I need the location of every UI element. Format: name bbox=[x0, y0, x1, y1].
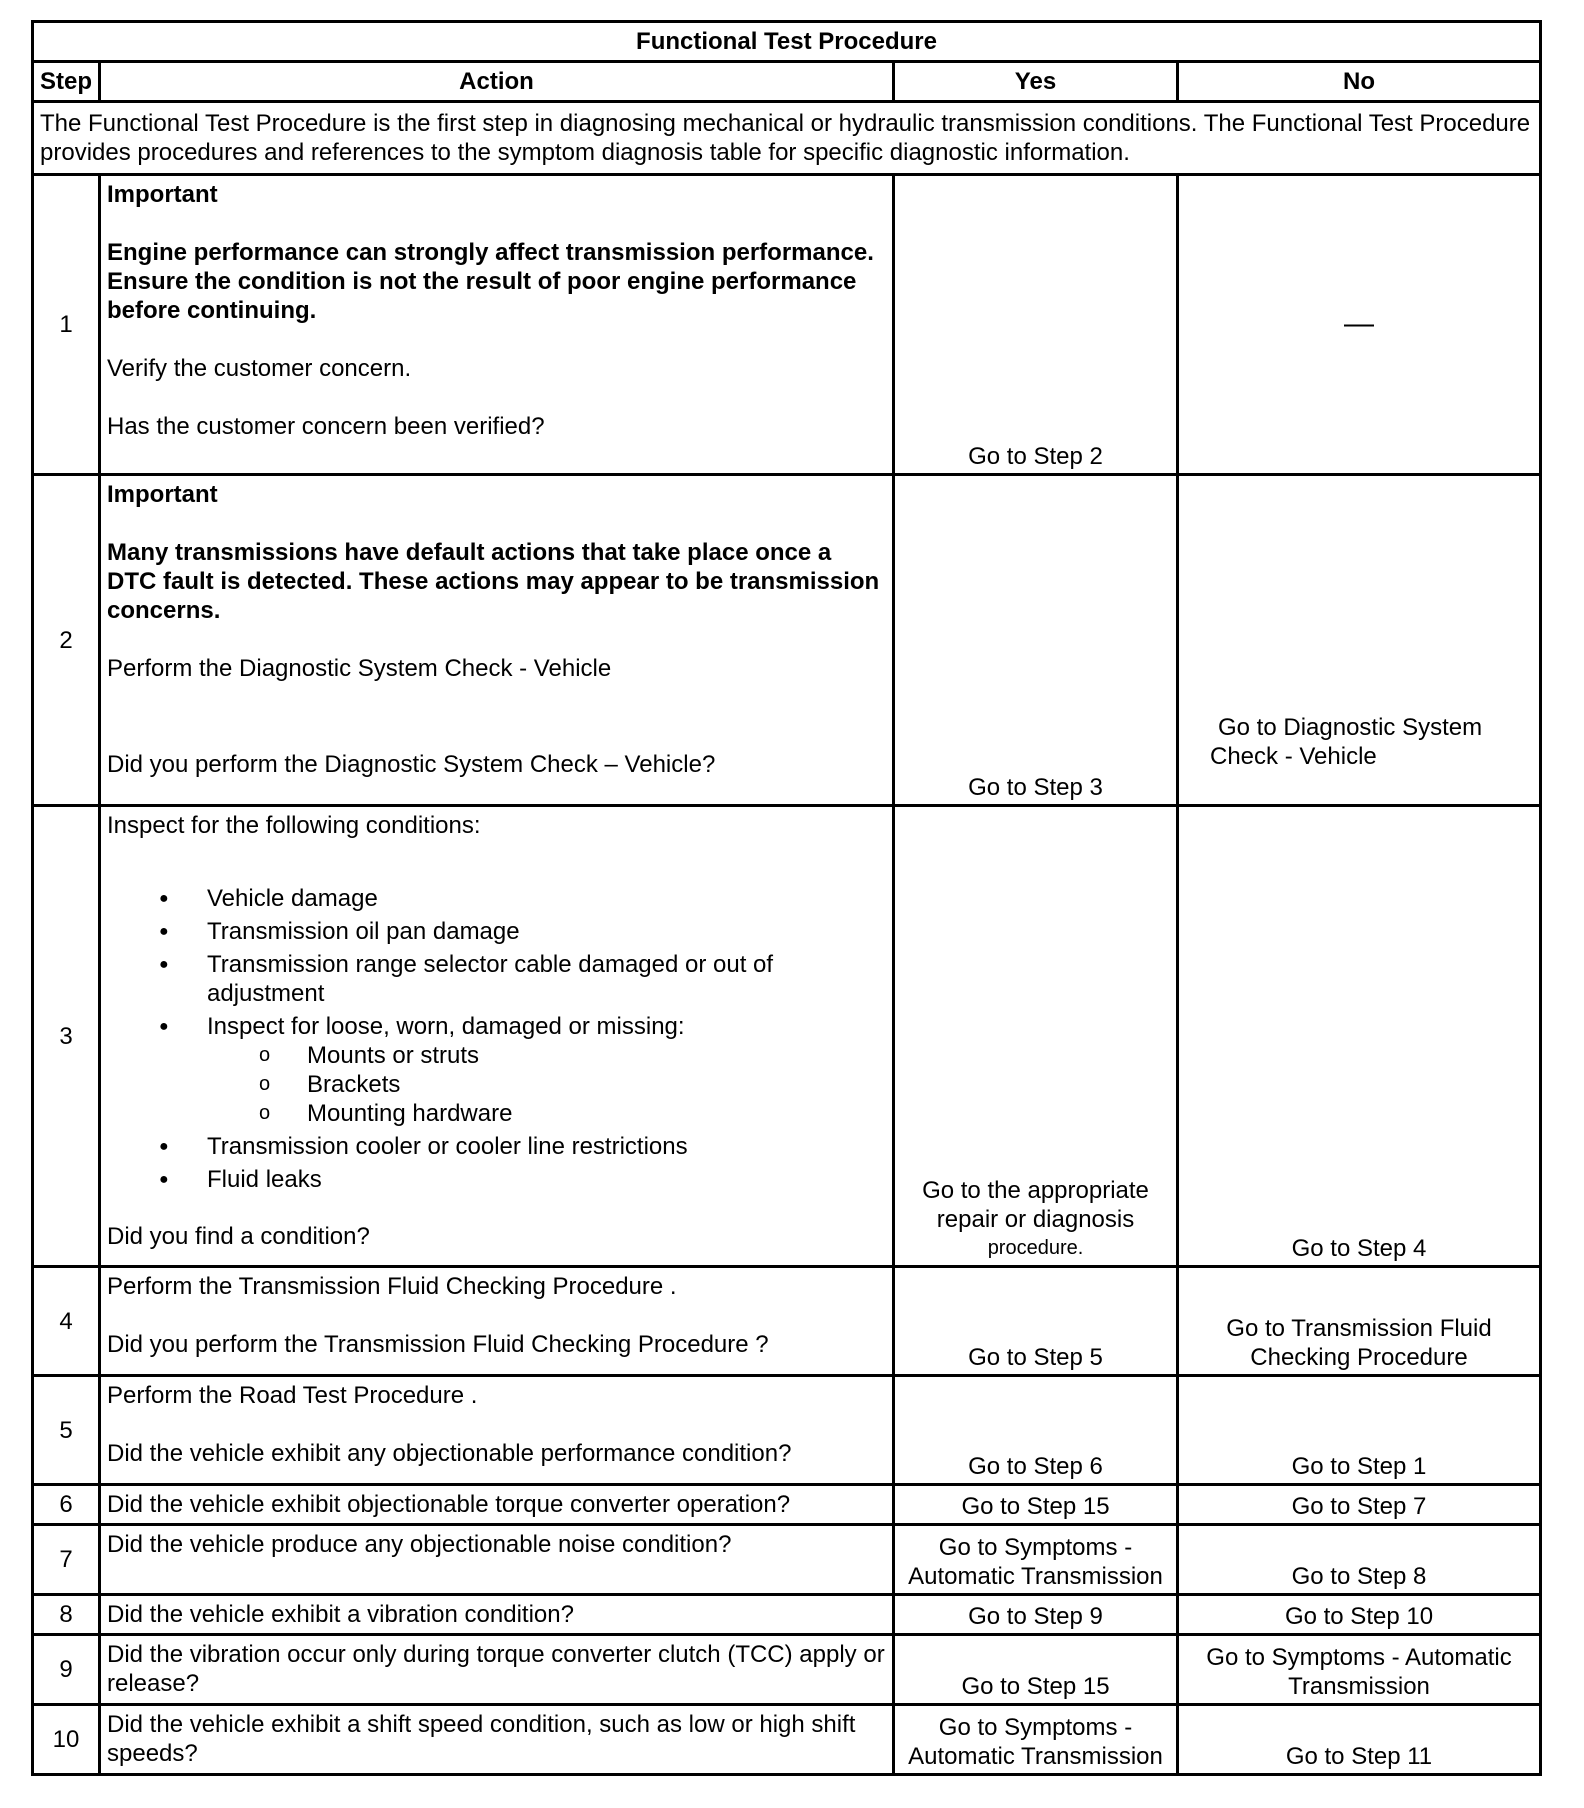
step-number: 10 bbox=[33, 1705, 100, 1775]
step-number: 2 bbox=[33, 475, 100, 806]
table-title: Functional Test Procedure bbox=[33, 22, 1541, 62]
condition-list bbox=[107, 884, 886, 1194]
action-cell bbox=[100, 806, 894, 1267]
no-cell: Go to Step 7 bbox=[1178, 1485, 1541, 1525]
no-line: Go to Transmission Fluid bbox=[1226, 1315, 1492, 1342]
sub-list-item: o Mounts or struts bbox=[307, 1041, 886, 1070]
list-item: ● Transmission range selector cable damaged or out of adjustment bbox=[207, 950, 886, 1008]
table-row bbox=[33, 1635, 1541, 1705]
step-number: 1 bbox=[33, 175, 100, 475]
yes-cell: Go to Step 5 bbox=[894, 1267, 1178, 1376]
question: Did the vehicle exhibit a shift speed condition, such as low or high shift speeds? bbox=[100, 1705, 894, 1775]
question: Did the vehicle exhibit objectionable torque converter operation? bbox=[100, 1485, 894, 1525]
step-number: 5 bbox=[33, 1376, 100, 1485]
step-number: 8 bbox=[33, 1595, 100, 1635]
question: Did the vehicle exhibit any objectionable performance condition? bbox=[107, 1440, 792, 1467]
table-row bbox=[33, 475, 1541, 806]
list-item: ● Fluid leaks bbox=[207, 1165, 886, 1194]
table-row bbox=[33, 175, 1541, 475]
intro-text: The Functional Test Procedure is the first step in diagnosing mechanical or hydraulic transmission conditions. The Functional Test Procedure provides procedures and references to the symptom diagnosis table for specific diagnostic information. bbox=[33, 102, 1541, 175]
no-cell: Go to Step 1 bbox=[1178, 1376, 1541, 1485]
list-item: ● Transmission oil pan damage bbox=[207, 917, 886, 946]
no-line: Go to Symptoms - Automatic bbox=[1206, 1644, 1512, 1671]
question: Did the vehicle produce any objectionable noise condition? bbox=[100, 1525, 894, 1595]
list-item-text: Inspect for loose, worn, damaged or missing: bbox=[207, 1013, 685, 1040]
yes-line: procedure. bbox=[987, 1237, 1084, 1259]
yes-cell: Go to Step 3 bbox=[894, 475, 1178, 806]
table-row bbox=[33, 1525, 1541, 1595]
table-row bbox=[33, 1595, 1541, 1635]
question: Did you find a condition? bbox=[107, 1223, 370, 1250]
functional-test-table bbox=[31, 20, 1542, 1776]
yes-line: Go to the appropriate bbox=[922, 1177, 1149, 1204]
table-row bbox=[33, 1267, 1541, 1376]
action-cell bbox=[100, 1267, 894, 1376]
yes-cell bbox=[894, 1705, 1178, 1775]
list-item: ● Transmission cooler or cooler line restrictions bbox=[207, 1132, 886, 1161]
sub-list-item: o Mounting hardware bbox=[307, 1099, 886, 1128]
question: Did the vehicle exhibit a vibration condition? bbox=[100, 1595, 894, 1635]
step-number: 4 bbox=[33, 1267, 100, 1376]
no-line: Checking Procedure bbox=[1250, 1344, 1468, 1371]
step-number: 3 bbox=[33, 806, 100, 1267]
instruction: Verify the customer concern. bbox=[107, 355, 412, 382]
important-note: Many transmissions have default actions that take place once a DTC fault is detected. These actions may appear to be transmission concerns. bbox=[107, 539, 880, 624]
step-header: Step bbox=[33, 62, 100, 102]
yes-header: Yes bbox=[894, 62, 1178, 102]
important-label: Important bbox=[107, 181, 218, 208]
question: Did you perform the Transmission Fluid Checking Procedure ? bbox=[107, 1331, 769, 1358]
instruction: Perform the Road Test Procedure . bbox=[107, 1382, 478, 1409]
question: Has the customer concern been verified? bbox=[107, 413, 545, 440]
yes-cell bbox=[894, 806, 1178, 1267]
yes-cell: Go to Step 2 bbox=[894, 175, 1178, 475]
no-cell: Go to Step 8 bbox=[1178, 1525, 1541, 1595]
yes-line: repair or diagnosis bbox=[936, 1206, 1135, 1233]
action-cell bbox=[100, 1376, 894, 1485]
no-cell: Go to Step 4 bbox=[1178, 806, 1541, 1267]
no-cell: Go to Step 11 bbox=[1178, 1705, 1541, 1775]
no-cell bbox=[1178, 1267, 1541, 1376]
no-cell: Go to Step 10 bbox=[1178, 1595, 1541, 1635]
yes-cell: Go to Step 15 bbox=[894, 1485, 1178, 1525]
yes-cell bbox=[894, 1525, 1178, 1595]
question: Did you perform the Diagnostic System Check – Vehicle? bbox=[107, 751, 716, 778]
yes-cell: Go to Step 15 bbox=[894, 1635, 1178, 1705]
question: Did the vibration occur only during torque converter clutch (TCC) apply or release? bbox=[100, 1635, 894, 1705]
no-line: Go to Diagnostic System bbox=[1218, 714, 1483, 741]
table-row bbox=[33, 806, 1541, 1267]
instruction: Inspect for the following conditions: bbox=[107, 812, 481, 839]
sub-list bbox=[207, 1041, 886, 1128]
sub-list-item: o Brackets bbox=[307, 1070, 886, 1099]
no-line: Check - Vehicle bbox=[1210, 743, 1377, 770]
action-header: Action bbox=[100, 62, 894, 102]
yes-line: Go to Symptoms - bbox=[938, 1714, 1133, 1741]
important-note: Engine performance can strongly affect transmission performance. Ensure the condition is not the result of poor engine performance before continuing. bbox=[107, 239, 874, 324]
instruction: Perform the Diagnostic System Check - Vehicle bbox=[107, 655, 612, 682]
action-cell bbox=[100, 175, 894, 475]
action-cell bbox=[100, 475, 894, 806]
no-line: Transmission bbox=[1288, 1673, 1430, 1700]
table-row bbox=[33, 1376, 1541, 1485]
yes-line: Go to Symptoms - bbox=[938, 1534, 1133, 1561]
yes-line: Automatic Transmission bbox=[908, 1743, 1163, 1770]
list-item: ● Vehicle damage bbox=[207, 884, 886, 913]
instruction: Perform the Transmission Fluid Checking Procedure . bbox=[107, 1273, 677, 1300]
step-number: 9 bbox=[33, 1635, 100, 1705]
no-header: No bbox=[1178, 62, 1541, 102]
table-row bbox=[33, 1485, 1541, 1525]
list-item bbox=[207, 1012, 886, 1128]
no-cell bbox=[1178, 475, 1541, 806]
step-number: 6 bbox=[33, 1485, 100, 1525]
important-label: Important bbox=[107, 481, 218, 508]
yes-line: Automatic Transmission bbox=[908, 1563, 1163, 1590]
no-cell: — bbox=[1178, 175, 1541, 475]
no-cell bbox=[1178, 1635, 1541, 1705]
table-row bbox=[33, 1705, 1541, 1775]
yes-cell: Go to Step 6 bbox=[894, 1376, 1178, 1485]
step-number: 7 bbox=[33, 1525, 100, 1595]
yes-cell: Go to Step 9 bbox=[894, 1595, 1178, 1635]
